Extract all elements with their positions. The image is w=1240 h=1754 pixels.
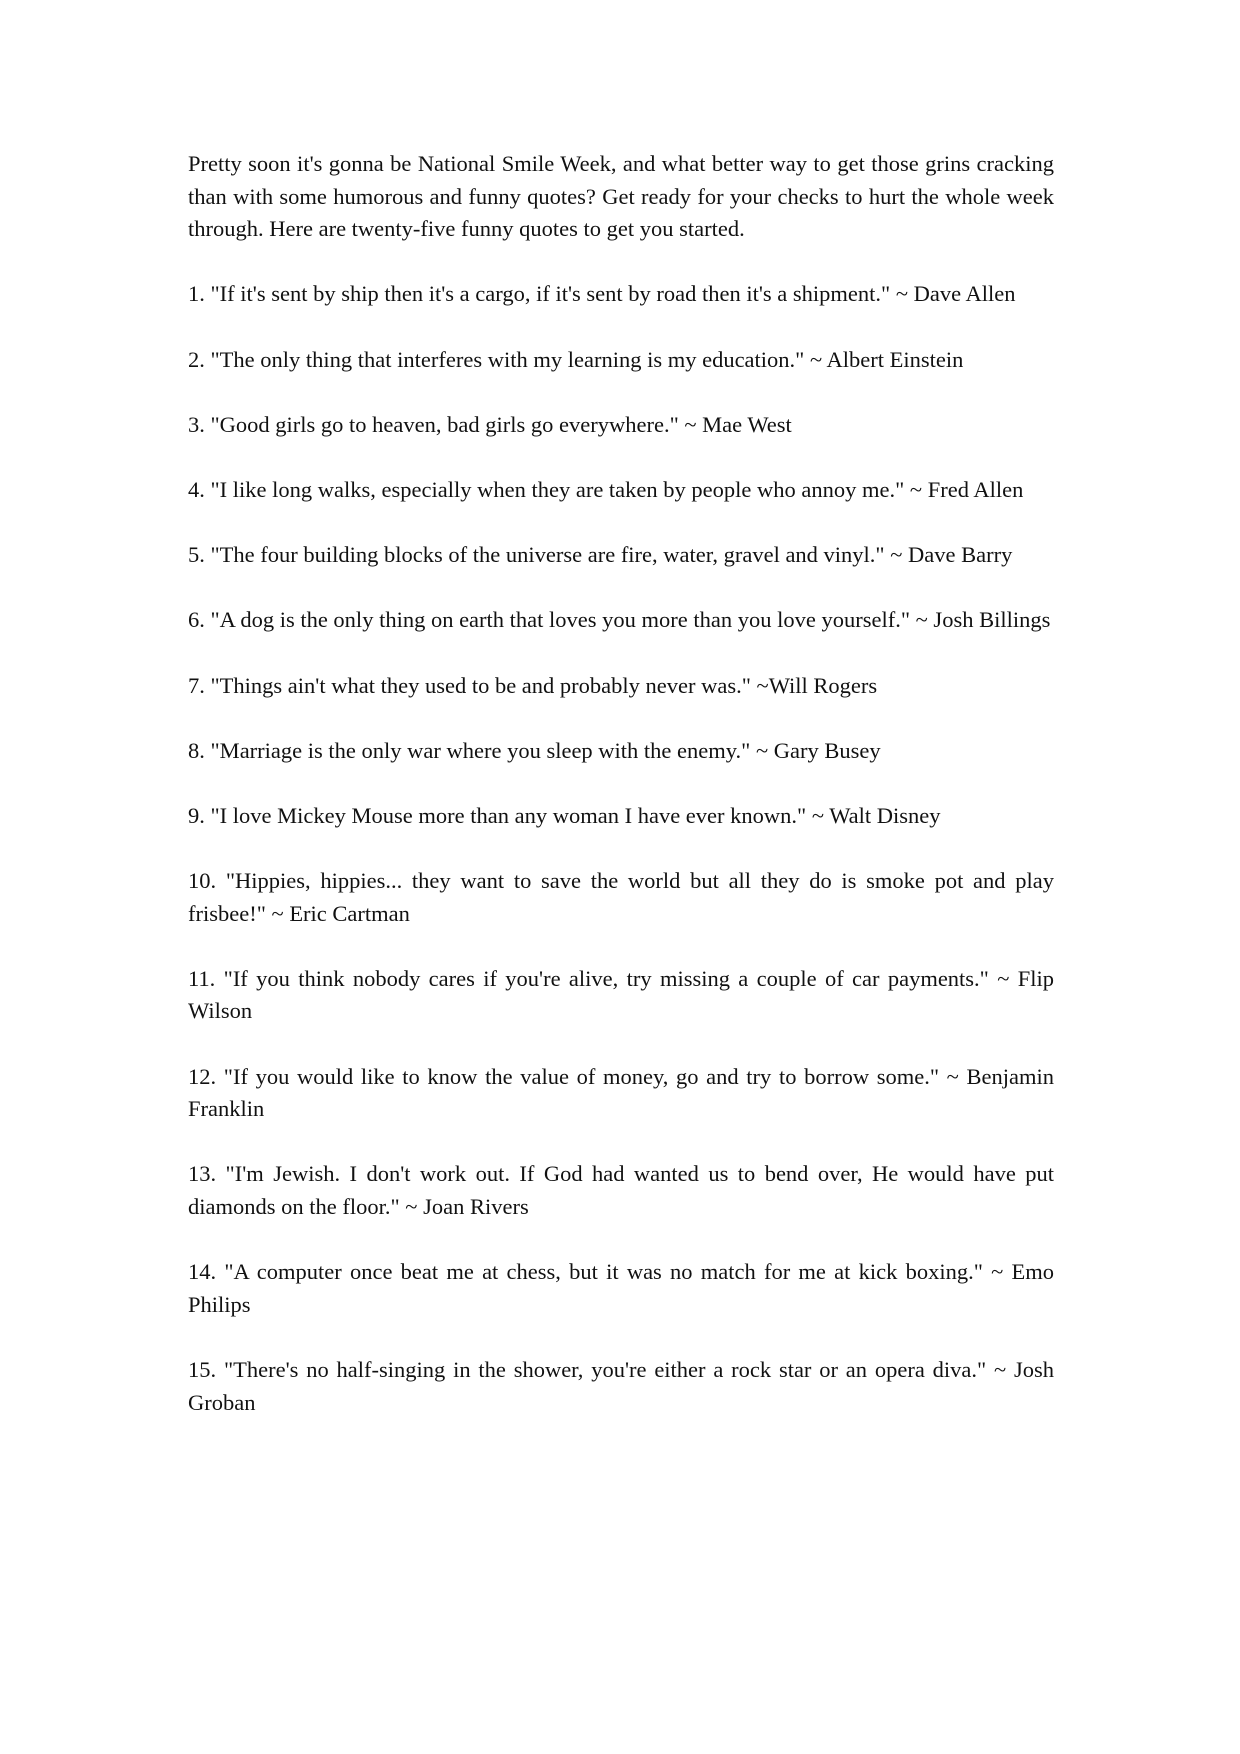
quote-item: 13. "I'm Jewish. I don't work out. If God had wanted us to bend over, He would have put diamonds on the floor." ~ Joan Rivers	[188, 1161, 1054, 1219]
quote-item: 2. "The only thing that interferes with my learning is my education." ~ Albert Einstein	[188, 346, 964, 372]
quote-item: 6. "A dog is the only thing on earth that loves you more than you love yourself." ~ Josh Billings	[188, 607, 1051, 633]
intro-paragraph: Pretty soon it's gonna be National Smile Week, and what better way to get those grins cracking than with some humorous and funny quotes? Get ready for your checks to hurt the whole week through. Here are twenty-five funny quotes to get you started.	[188, 151, 1054, 242]
quote-item: 3. "Good girls go to heaven, bad girls go everywhere." ~ Mae West	[188, 411, 792, 437]
quote-item: 9. "I love Mickey Mouse more than any woman I have ever known." ~ Walt Disney	[188, 802, 941, 828]
quote-item: 7. "Things ain't what they used to be and probably never was." ~Will Rogers	[188, 672, 878, 698]
quote-item: 8. "Marriage is the only war where you sleep with the enemy." ~ Gary Busey	[188, 737, 881, 763]
quote-item: 1. "If it's sent by ship then it's a cargo, if it's sent by road then it's a shipment." ~ Dave Allen	[188, 281, 1016, 307]
quote-item: 15. "There's no half-singing in the shower, you're either a rock star or an opera diva." ~ Josh Groban	[188, 1356, 1054, 1415]
quote-item: 10. "Hippies, hippies... they want to save the world but all they do is smoke pot and play frisbee!" ~ Eric Cartman	[188, 868, 1054, 926]
document-page	[188, 148, 1054, 1452]
quote-item: 4. "I like long walks, especially when they are taken by people who annoy me." ~ Fred Allen	[188, 476, 1024, 502]
quote-item: 14. "A computer once beat me at chess, but it was no match for me at kick boxing." ~ Emo Philips	[188, 1259, 1054, 1317]
quote-item: 11. "If you think nobody cares if you're alive, try missing a couple of car payments." ~ Flip Wilson	[188, 965, 1054, 1024]
quote-item: 5. "The four building blocks of the universe are fire, water, gravel and vinyl." ~ Dave Barry	[188, 542, 1013, 568]
quote-item: 12. "If you would like to know the value of money, go and try to borrow some." ~ Benjamin Franklin	[188, 1063, 1054, 1122]
